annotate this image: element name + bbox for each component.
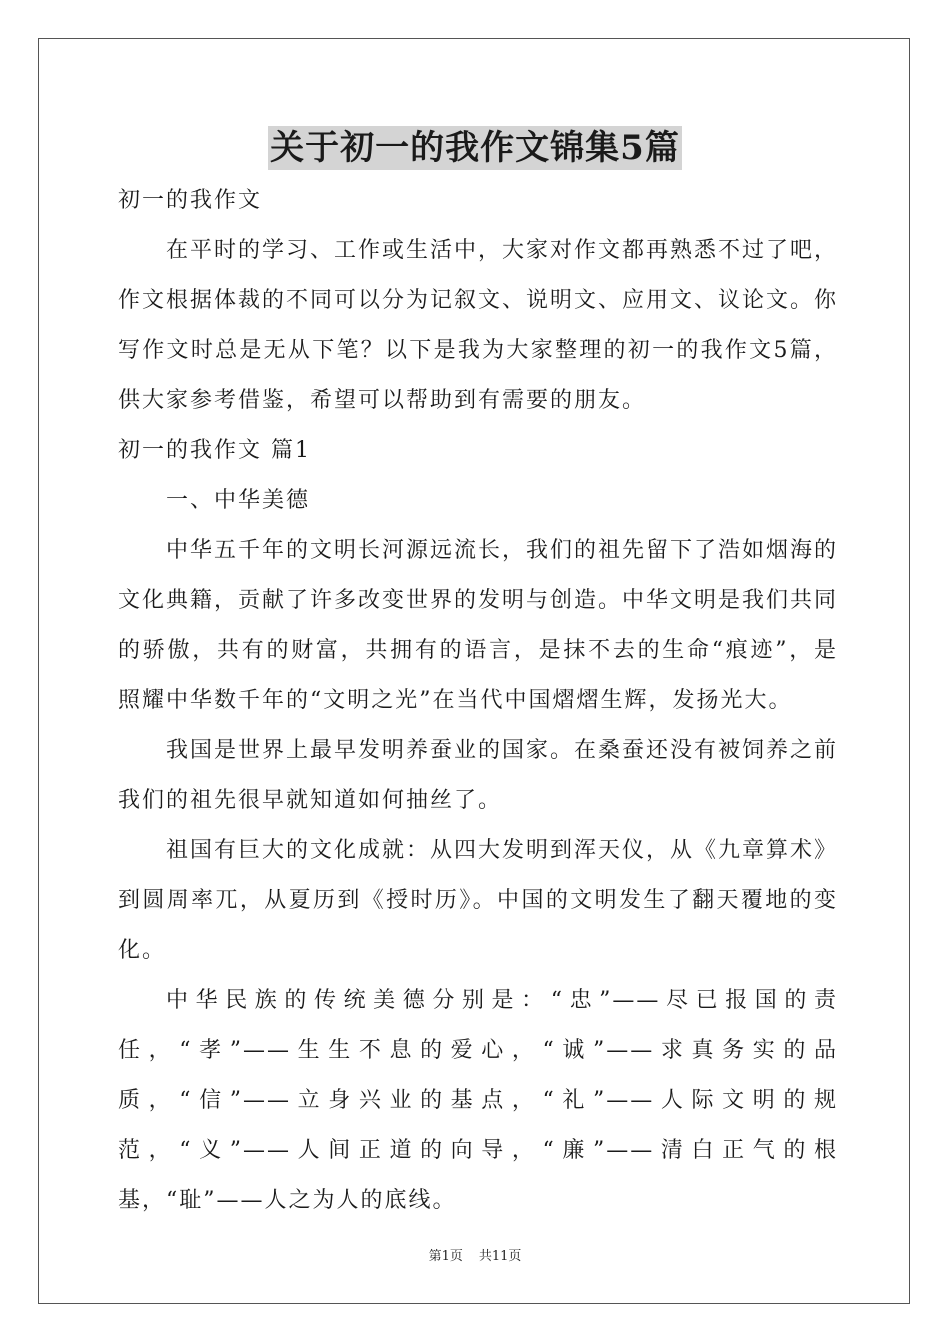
heading-intro: 初一的我作文 xyxy=(118,188,263,213)
title-container xyxy=(0,126,950,170)
page-footer xyxy=(0,1248,950,1266)
subheading-virtue: 一、中华美德 xyxy=(166,488,311,513)
page-number-total: 共11页 xyxy=(478,1249,522,1264)
paragraph-civilization: 中华五千年的文明长河源远流长，我们的祖先留下了浩如烟海的文化典籍，贡献了许多改变世界的发明与创造。中华文明是我们共同的骄傲，共有的财富，共拥有的语言，是抹不去的生命“痕迹”，是照耀中华数千年的“文明之光”在当代中国熠熠生辉，发扬光大。 xyxy=(118,538,839,713)
document-body xyxy=(118,176,838,1226)
intro-paragraph: 在平时的学习、工作或生活中，大家对作文都再熟悉不过了吧，作文根据体裁的不同可以分为记叙文、说明文、应用文、议论文。你写作文时总是无从下笔？以下是我为大家整理的初一的我作文5篇，供大家参考借鉴，希望可以帮助到有需要的朋友。 xyxy=(118,238,839,413)
page-number-current: 第1页 xyxy=(428,1249,463,1264)
paragraph-silk: 我国是世界上最早发明养蚕业的国家。在桑蚕还没有被饲养之前我们的祖先很早就知道如何抽丝了。 xyxy=(118,738,839,813)
heading-part-1: 初一的我作文 篇1 xyxy=(118,438,311,463)
document-title: 关于初一的我作文锦集5篇 xyxy=(270,128,680,168)
paragraph-virtues: 中华民族的传统美德分别是：“忠”——尽已报国的责任，“孝”——生生不息的爱心，“诚”——求真务实的品质，“信”——立身兴业的基点，“礼”——人际文明的规范，“义”——人间正道的向导，“廉”——清白正气的根基，“耻”——人之为人的底线。 xyxy=(118,988,838,1213)
paragraph-culture: 祖国有巨大的文化成就：从四大发明到浑天仪，从《九章算术》到圆周率兀，从夏历到《授时历》。中国的文明发生了翻天覆地的变化。 xyxy=(118,838,839,963)
